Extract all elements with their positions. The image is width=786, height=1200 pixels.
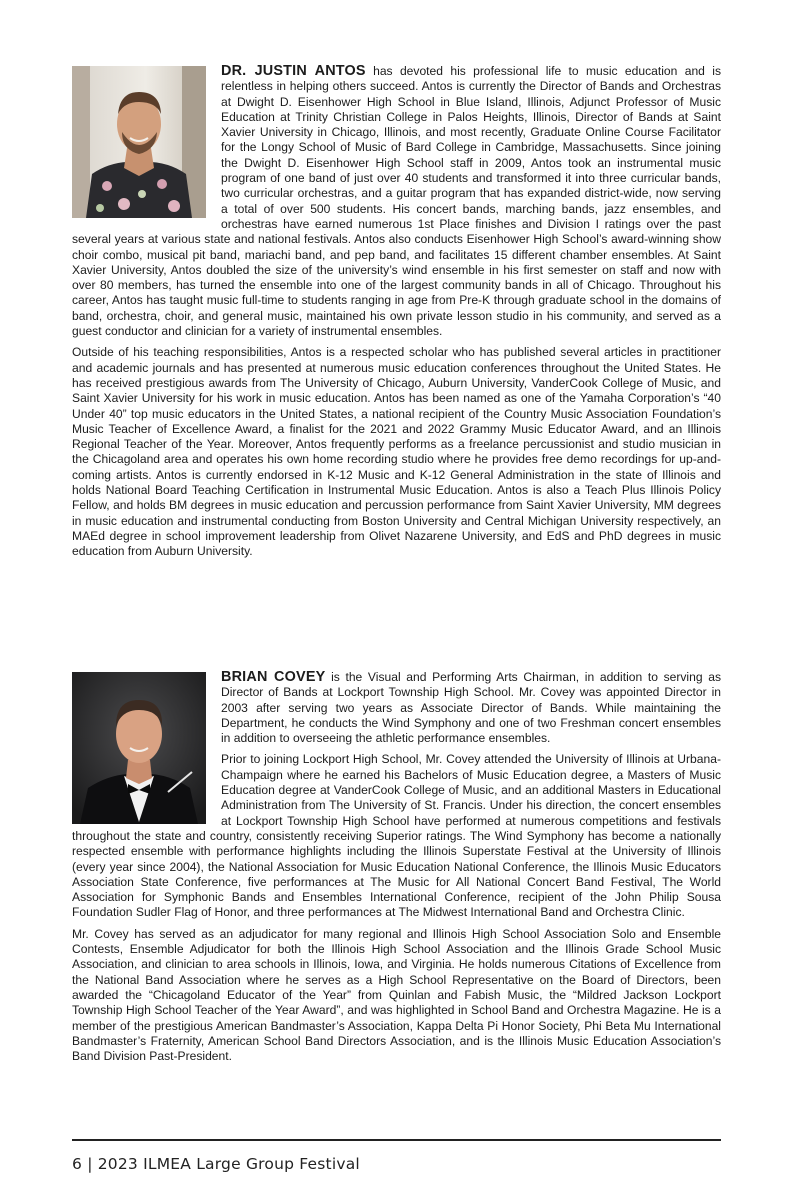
footer-divider xyxy=(72,1139,721,1141)
portrait-photo-antos xyxy=(72,66,206,218)
bio-paragraph-1: DR. JUSTIN ANTOS has devoted his professional life to music education and is relentless in helping others succeed. Antos is currently the Director of Bands and Orchestras at Dwight D. Eisenhower High School in Blue Island, Illinois, Adjunct Professor of Music Education at Trinity Christian College in Palos Heights, Illinois, Director of Bands at Saint Xavier University in Chicago, Illinois, and most recently, Graduate Online Course Facilitator for the Longy School of Music of Bard College in Cambridge, Massachusetts. Since joining the Dwight D. Eisenhower High School staff in 2009, Antos took an instrumental music program of one band of just over 40 students and transformed it into three curricular bands, two curricular orchestras, and a guitar program that has expanded district-wide, now serving a total of over 500 students. His concert bands, marching bands, jazz ensembles, and orchestras have earned numerous 1st Place finishes and Division I ratings over the past several years at various state and national festivals. Antos also conducts Eisenhower High School’s award-winning show choir combo, musical pit band, mariachi band, and pep band, and facilitates 15 different chamber ensembles. At Saint Xavier University, Antos doubled the size of the university’s wind ensemble in his first semester on staff and now with over 80 members, has turned the ensemble into one of the largest community bands in all of Chicago. Throughout his career, Antos has taught music full-time to students ranging in age from Pre-K through graduate school in the domains of band, orchestra, choir, and general music, maintained his own private lesson studio in his community, and served as a guest conductor and clinician for a variety of instrumental ensembles. xyxy=(72,63,722,339)
portrait-photo-covey xyxy=(72,672,206,824)
bio-paragraph-3: Mr. Covey has served as an adjudicator for many regional and Illinois High School Association Solo and Ensemble Contests, Ensemble Adjudicator for both the Illinois High School Association and the Illinois Grade School Music Association, and clinician to area schools in Illinois, Iowa, and Virginia. He holds numerous Citations of Excellence from the National Band Association where he serves as a High School Representative on the Board of Directors, been awarded the “Chicagoland Educator of the Year” from Quinlan and Fabish Music, the “Mildred Jackson Lockport Township High School Teacher of the Year Award”, and was highlighted in School Band and Orchestra Magazine. He is a member of the prestigious American Bandmaster’s Association, Kappa Delta Pi Honor Society, Phi Beta Mu International Bandmaster’s Fraternity, American School Band Directors Association, and is the Illinois Music Education Association’s Band Division Past-President. xyxy=(72,926,721,1064)
bio-brian-covey xyxy=(72,670,721,1070)
bio-name: BRIAN COVEY xyxy=(221,669,326,685)
bio-name: DR. JUSTIN ANTOS xyxy=(221,63,366,79)
bio-paragraph-2: Prior to joining Lockport High School, Mr. Covey attended the University of Illinois at Urbana-Champaign where he earned his Bachelors of Music Education degree, a Masters of Music Education degree at VanderCook College of Music, and an additional Masters in Educational Administration from The University of St. Francis. Under his direction, the concert ensembles at Lockport Township High School have performed at numerous competitions and festivals throughout the state and country, consistently receiving Superior ratings. The Wind Symphony has become a nationally respected ensemble with performance highlights including the Illinois Superstate Festival at the University of Illinois (every year since 2004), the National Association for Music Education National Conference, the Illinois Music Educators Association State Conference, five performances at The Music for All National Concert Band Festival, The World Association for Symphonic Bands and Ensembles International Conference, recipient of the John Philip Sousa Foundation Sudler Flag of Honor, and three performances at The Midwest International Band and Orchestra Clinic. xyxy=(72,752,721,920)
bio-paragraph-1: BRIAN COVEY is the Visual and Performing Arts Chairman, in addition to serving as Director of Bands at Lockport Township High School. Mr. Covey was appointed Director in 2003 after serving two years as Associate Director of Bands. While maintaining the Department, he conducts the Wind Symphony and one of two Freshman concert ensembles in addition to overseeing the athletic performance ensembles. xyxy=(221,669,721,746)
page-footer: 6 | 2023 ILMEA Large Group Festival xyxy=(72,1155,360,1173)
bio-justin-antos xyxy=(72,64,721,566)
bio-paragraph-2: Outside of his teaching responsibilities, Antos is a respected scholar who has published several articles in practitioner and academic journals and has presented at numerous music education conferences throughout the United States. He has received prestigious awards from The University of Chicago, Auburn University, VanderCook College of Music, and Saint Xavier University for his work in music education. Antos has been named as one of the Yamaha Corporation’s “40 Under 40” top music educators in the United States, a national recipient of the Country Music Association Foundation’s Music Teacher of Excellence Award, a finalist for the 2021 and 2022 Grammy Music Educator Award, and an Illinois Regional Teacher of the Year. Moreover, Antos frequently performs as a freelance percussionist and studio musician in the Chicagoland area and operates his own home recording studio where he provides free demo recordings for up-and-coming artists. Antos is currently endorsed in K-12 Music and K-12 General Administration in the state of Illinois and holds National Board Teaching Certification in Instrumental Music Education. Antos is also a Teach Plus Illinois Policy Fellow, and holds BM degrees in music education and percussion performance from Saint Xavier University, MM degrees in music education and instrumental conducting from Boston University and Central Michigan University respectively, an MAEd degree in school improvement leadership from Olivet Nazarene University, and EdS and PhD degrees in music education from Auburn University. xyxy=(72,345,721,559)
